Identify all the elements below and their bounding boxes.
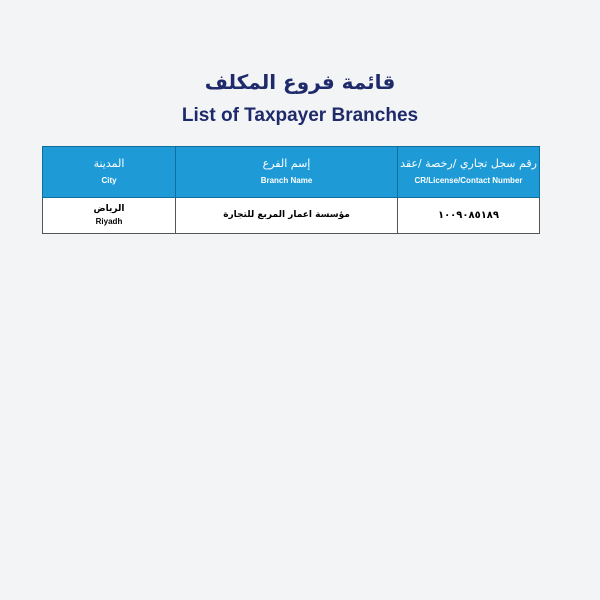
header-cr-number	[398, 147, 540, 198]
table-row	[43, 198, 540, 234]
cell-city	[43, 198, 176, 234]
header-branch-name	[176, 147, 398, 198]
page-title-english: List of Taxpayer Branches	[181, 105, 419, 126]
header-branch-name-english: Branch Name	[260, 176, 313, 185]
header-cr-number-arabic: رقم سجل تجاري /رخصة /عقد	[400, 157, 537, 170]
header-cr-number-english: CR/License/Contact Number	[414, 176, 523, 185]
branch-name: مؤسسة اعمار المربع للتجارة	[223, 210, 350, 220]
header-city-arabic: المدينة	[93, 157, 125, 170]
header-city-english: City	[101, 176, 117, 185]
header-branch-name-arabic: إسم الفرع	[262, 157, 311, 170]
header-city	[43, 147, 176, 198]
city-arabic: الرياض	[93, 204, 125, 214]
page-title-arabic: قائمة فروع المكلف	[204, 70, 396, 94]
cell-cr-number	[398, 198, 540, 234]
branches-table	[42, 146, 540, 234]
cr-number: ١٠٠٩٠٨٥١٨٩	[437, 210, 500, 221]
city-english: Riyadh	[95, 217, 123, 226]
cell-branch-name	[176, 198, 398, 234]
table-header-row	[43, 147, 540, 198]
